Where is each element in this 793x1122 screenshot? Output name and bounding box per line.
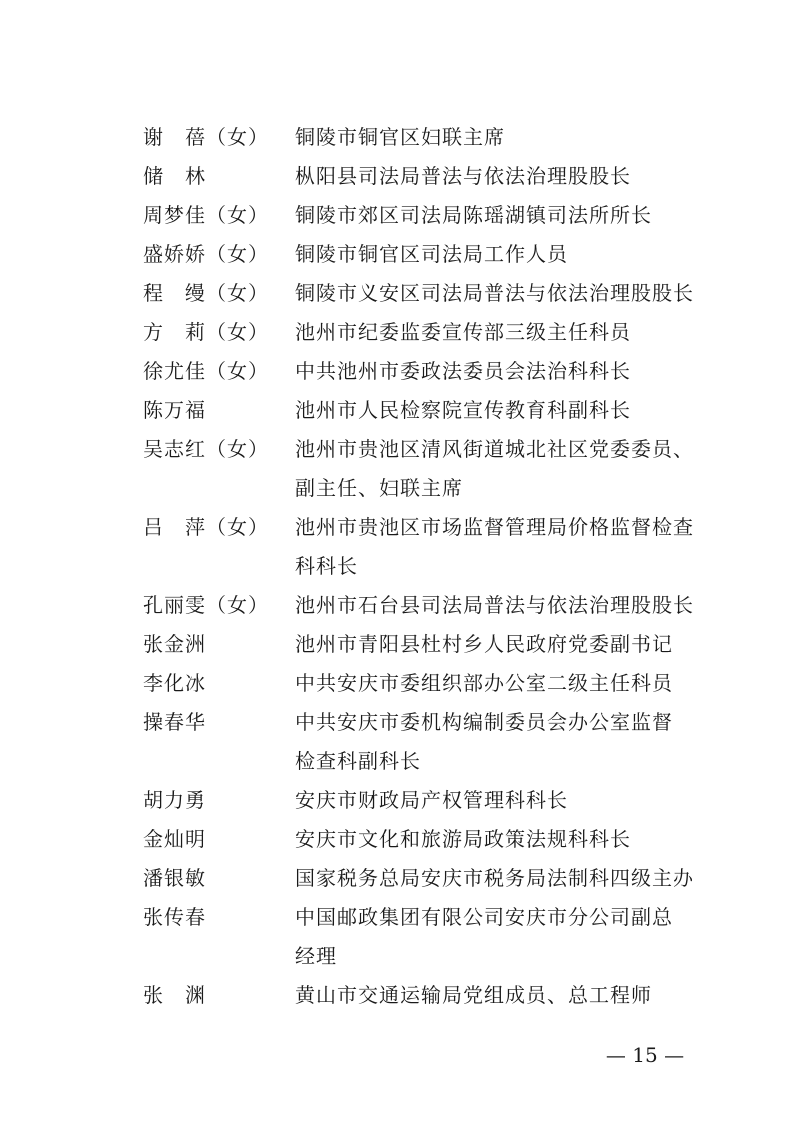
person-name: 陈万福 [143,398,206,422]
person-title [293,118,703,157]
title-line: 池州市石台县司法局普法与依法治理股股长 [295,593,694,617]
title-line: 检查科副科长 [295,749,421,773]
list-item [143,664,703,703]
title-line: 安庆市文化和旅游局政策法规科科长 [295,827,631,851]
title-line: 中共池州市委政法委员会法治科科长 [295,359,631,383]
person-name: 金灿明 [143,827,206,851]
title-line: 中共安庆市委组织部办公室二级主任科员 [295,671,673,695]
list-item [143,118,703,157]
person-name: 方 莉（女） [143,320,269,344]
title-line: 副主任、妇联主席 [295,476,463,500]
title-line: 铜陵市铜官区司法局工作人员 [295,242,568,266]
person-title [293,625,703,664]
person-title [293,781,703,820]
person-name: 吕 萍（女） [143,515,269,539]
title-line: 国家税务总局安庆市税务局法制科四级主办 [295,866,694,890]
person-title [293,313,703,352]
list-item [143,781,703,820]
title-line: 枞阳县司法局普法与依法治理股股长 [295,164,631,188]
person-name: 程 缦（女） [143,281,269,305]
list-item [143,820,703,859]
personnel-list [143,118,703,1015]
person-title [293,274,703,313]
list-item [143,430,703,508]
title-line: 池州市贵池区市场监督管理局价格监督检查 [295,515,694,539]
person-name: 操春华 [143,710,206,734]
person-title [293,508,703,586]
list-item [143,586,703,625]
person-title [293,703,703,781]
person-name: 李化冰 [143,671,206,695]
title-line: 铜陵市郊区司法局陈瑶湖镇司法所所长 [295,203,652,227]
list-item [143,313,703,352]
list-item [143,625,703,664]
person-title [293,157,703,196]
person-name: 盛娇娇（女） [143,242,269,266]
person-name: 胡力勇 [143,788,206,812]
list-item [143,352,703,391]
title-line: 池州市人民检察院宣传教育科副科长 [295,398,631,422]
person-name: 徐尤佳（女） [143,359,269,383]
person-title [293,859,703,898]
person-title [293,664,703,703]
title-line: 池州市青阳县杜村乡人民政府党委副书记 [295,632,673,656]
person-title [293,586,703,625]
list-item [143,976,703,1015]
person-title [293,352,703,391]
person-name: 谢 蓓（女） [143,125,269,149]
person-title [293,898,703,976]
list-item [143,508,703,586]
list-item [143,157,703,196]
person-title [293,430,703,508]
title-line: 中共安庆市委机构编制委员会办公室监督 [295,710,673,734]
person-name: 潘银敏 [143,866,206,890]
list-item [143,235,703,274]
person-name: 张 渊 [143,983,206,1007]
person-name: 张传春 [143,905,206,929]
list-item [143,859,703,898]
list-item [143,898,703,976]
person-name: 吴志红（女） [143,437,269,461]
person-title [293,820,703,859]
person-name: 孔丽雯（女） [143,593,269,617]
person-name: 储 林 [143,164,206,188]
list-item [143,274,703,313]
person-title [293,976,703,1015]
title-line: 铜陵市铜官区妇联主席 [295,125,505,149]
title-line: 经理 [295,944,337,968]
title-line: 铜陵市义安区司法局普法与依法治理股股长 [295,281,694,305]
title-line: 池州市纪委监委宣传部三级主任科员 [295,320,631,344]
person-name: 张金洲 [143,632,206,656]
list-item [143,196,703,235]
title-line: 池州市贵池区清风街道城北社区党委委员、 [295,437,694,461]
title-line: 科科长 [295,554,358,578]
list-item [143,391,703,430]
title-line: 中国邮政集团有限公司安庆市分公司副总 [295,905,673,929]
person-title [293,391,703,430]
page-number: — 15 — [605,1043,685,1067]
person-title [293,235,703,274]
title-line: 黄山市交通运输局党组成员、总工程师 [295,983,652,1007]
person-title [293,196,703,235]
person-name: 周梦佳（女） [143,203,269,227]
title-line: 安庆市财政局产权管理科科长 [295,788,568,812]
list-item [143,703,703,781]
